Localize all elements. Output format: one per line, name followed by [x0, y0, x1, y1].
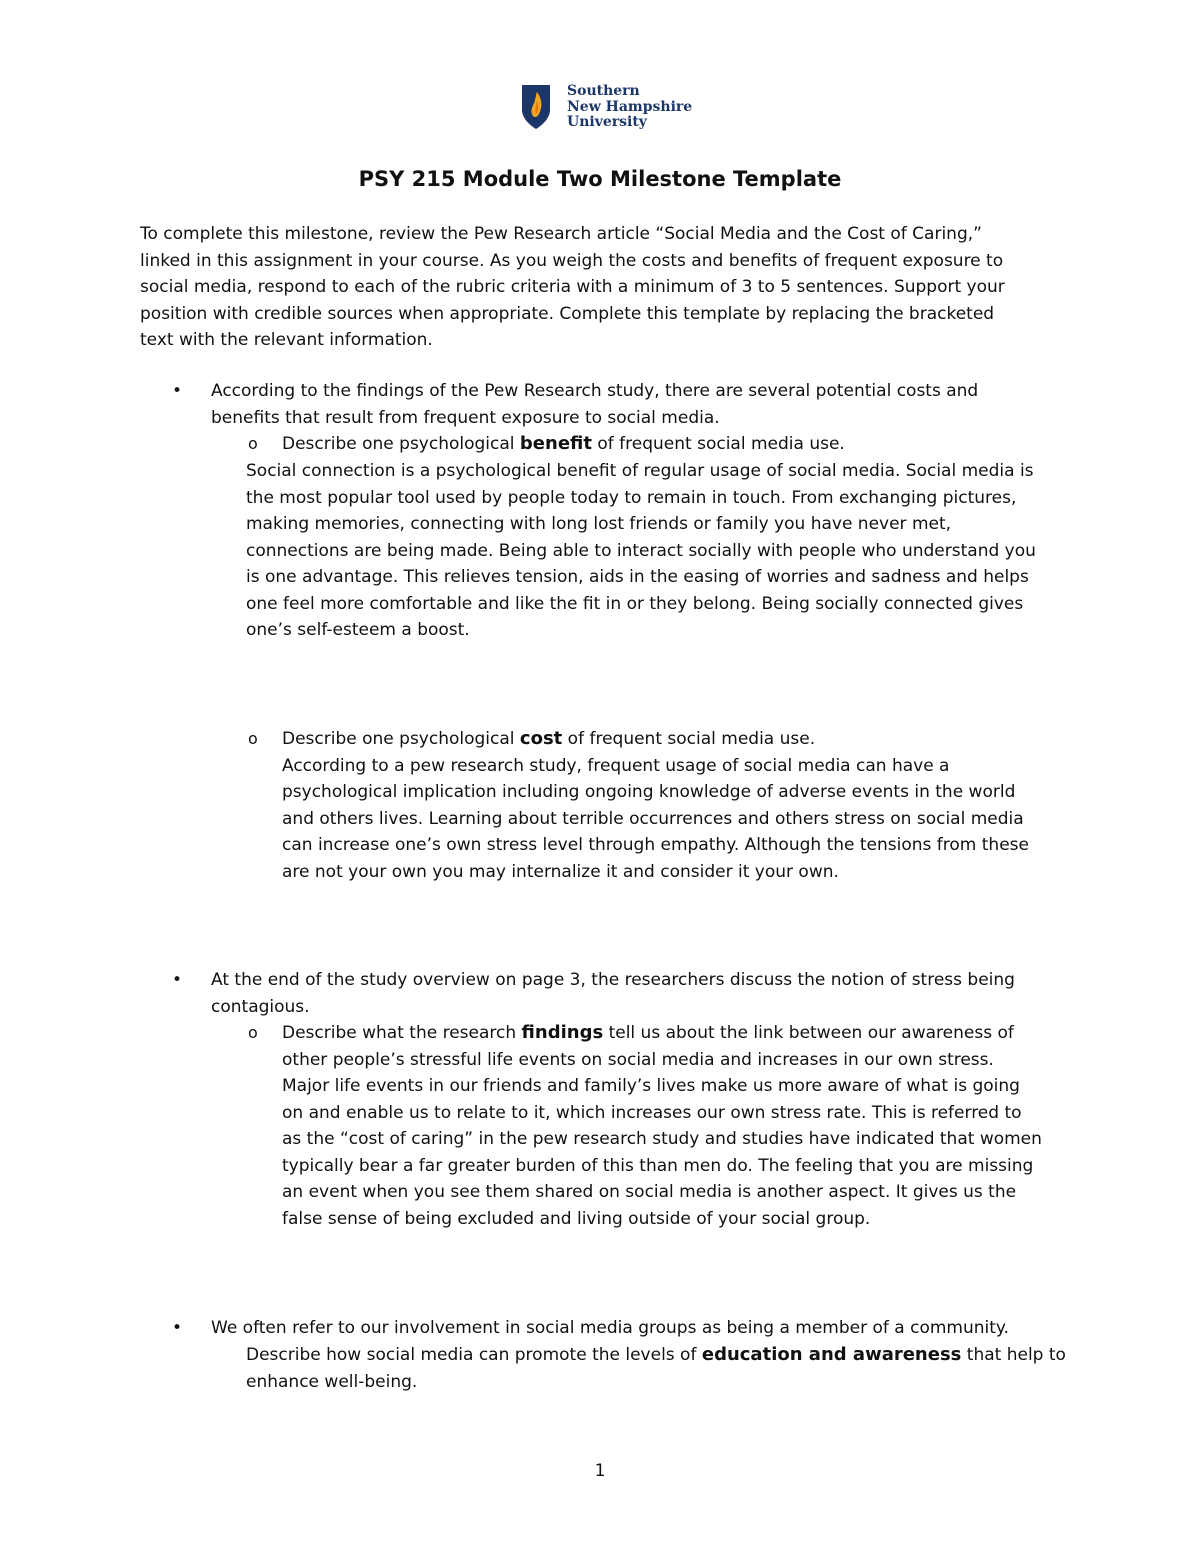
answer-line: one’s self-esteem a boost. — [246, 620, 470, 640]
intro-line: To complete this milestone, review the Pew Research article “Social Media and the Cost of Caring,” — [140, 224, 982, 244]
prompt-text: Describe one psychological — [282, 729, 520, 749]
prompt-emphasis: findings — [521, 1022, 604, 1043]
document-title: PSY 215 Module Two Milestone Template — [358, 167, 842, 191]
benefit-prompt — [282, 431, 845, 458]
prompt-emphasis: cost — [519, 728, 563, 749]
prompt-text: Describe what the research — [282, 1023, 522, 1043]
university-logo — [521, 84, 691, 134]
prompt-text: tell us about the link between our awareness of — [603, 1023, 1014, 1043]
answer-line: According to a pew research study, frequent usage of social media can have a — [282, 755, 950, 776]
logo-line: Southern — [567, 83, 640, 99]
findings-section — [282, 1020, 1042, 1232]
sub-bullet-marker: o — [248, 1023, 258, 1042]
answer-line: one feel more comfortable and like the fit in or they belong. Being socially connected gives — [246, 593, 1024, 614]
logo-line: University — [567, 114, 647, 130]
bullet-marker: • — [172, 381, 183, 401]
logo-line: New Hampshire — [567, 98, 693, 115]
prompt-line — [246, 1342, 1066, 1369]
answer-line: and others lives. Learning about terrible occurrences and others stress on social media — [282, 808, 1024, 829]
intro-line: linked in this assignment in your course. As you weigh the costs and benefits of frequent exposure to — [140, 250, 1004, 271]
page-number: 1 — [594, 1461, 606, 1481]
prompt-text: Describe one psychological — [282, 434, 520, 454]
prompt-text: Describe how social media can promote the levels of — [246, 1345, 702, 1365]
intro-line: social media, respond to each of the rubric criteria with a minimum of 3 to 5 sentences. Support your — [140, 277, 1005, 297]
bullet-line: benefits that result from frequent exposure to social media. — [211, 407, 720, 428]
prompt-text: of frequent social media use. — [562, 729, 816, 749]
sub-bullet-marker: o — [248, 729, 258, 748]
prompt-line: other people’s stressful life events on social media and increases in our own stress. — [282, 1049, 994, 1070]
answer-line: typically bear a far greater burden of this than men do. The feeling that you are missing — [282, 1155, 1034, 1176]
logo-wordmark — [567, 84, 692, 131]
answer-line: as the “cost of caring” in the pew research study and studies have indicated that women — [282, 1129, 1042, 1149]
answer-line: Major life events in our friends and family’s lives make us more aware of what is going — [282, 1076, 1020, 1096]
answer-line: are not your own you may internalize it and consider it your own. — [282, 861, 839, 882]
intro-paragraph — [140, 221, 1100, 354]
cost-section — [282, 726, 1029, 885]
answer-line: Social connection is a psychological benefit of regular usage of social media. Social media is — [246, 461, 1034, 481]
answer-line: on and enable us to relate to it, which increases our own stress rate. This is referred to — [282, 1102, 1022, 1123]
prompt-line — [282, 726, 1029, 753]
answer-line: the most popular tool used by people today to remain in touch. From exchanging pictures, — [246, 487, 1017, 508]
bullet-one-text — [211, 378, 978, 431]
bullet-line: contagious. — [211, 996, 310, 1017]
bullet-line: We often refer to our involvement in social media groups as being a member of a community. — [211, 1318, 1009, 1338]
bullet-marker: • — [172, 1318, 183, 1338]
prompt-line — [282, 431, 845, 458]
answer-line: false sense of being excluded and living outside of your social group. — [282, 1208, 871, 1229]
prompt-text: of frequent social media use. — [591, 434, 845, 454]
sub-bullet-marker: o — [248, 434, 258, 453]
prompt-emphasis: benefit — [519, 433, 592, 454]
answer-line: connections are being made. Being able to interact socially with people who understand you — [246, 540, 1036, 561]
prompt-line — [282, 1020, 1042, 1047]
benefit-answer — [246, 458, 1036, 644]
bullet-two-text — [211, 967, 1015, 1020]
intro-line: text with the relevant information. — [140, 330, 433, 350]
answer-line: can increase one’s own stress level through empathy. Although the tensions from these — [282, 835, 1029, 855]
answer-line: an event when you see them shared on social media is another aspect. It gives us the — [282, 1182, 1017, 1202]
answer-line: is one advantage. This relieves tension, aids in the easing of worries and sadness and helps — [246, 567, 1029, 587]
prompt-text: that help to — [961, 1345, 1066, 1365]
bullet-marker: • — [172, 970, 183, 990]
shield-flame-icon — [521, 84, 551, 130]
bullet-line: At the end of the study overview on page 3, the researchers discuss the notion of stress being — [211, 970, 1015, 990]
bullet-line: According to the findings of the Pew Research study, there are several potential costs and — [211, 381, 979, 401]
prompt-line: enhance well-being. — [246, 1371, 418, 1392]
answer-line: making memories, connecting with long lost friends or family you have never met, — [246, 514, 952, 534]
answer-line: psychological implication including ongoing knowledge of adverse events in the world — [282, 782, 1016, 802]
bullet-three-text — [211, 1315, 1009, 1342]
education-prompt — [246, 1342, 1066, 1395]
prompt-emphasis: education and awareness — [701, 1344, 962, 1365]
intro-line: position with credible sources when appropriate. Complete this template by replacing the bracketed — [140, 303, 995, 324]
